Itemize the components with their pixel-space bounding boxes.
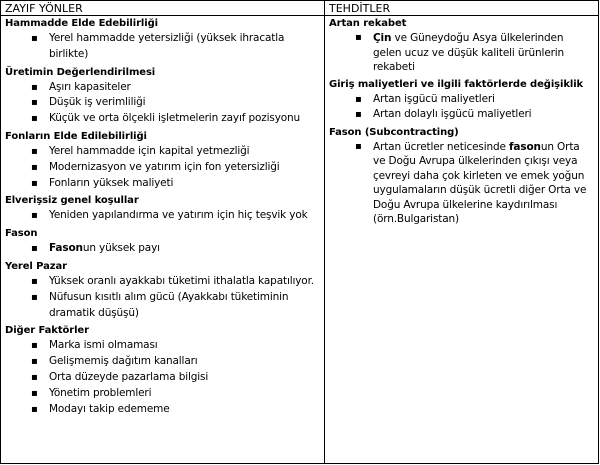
content-row bbox=[1, 16, 599, 464]
weakness-category-funds: Fonların Elde Edilebilirliği bbox=[5, 130, 147, 142]
threat-list-competition bbox=[329, 31, 594, 75]
weakness-list-production bbox=[5, 80, 320, 127]
threat-list-input-costs bbox=[329, 92, 594, 123]
list-item: ▪ Düşük iş verimliliği bbox=[5, 95, 320, 111]
weaknesses-column bbox=[1, 16, 325, 464]
weaknesses-header: ZAYIF YÖNLER bbox=[1, 1, 325, 16]
weakness-category-raw-material: Hammadde Elde Edebilirliği bbox=[5, 18, 158, 29]
list-item: ▪ Yönetim problemleri bbox=[5, 386, 320, 402]
item-text: un yüksek payı bbox=[82, 242, 160, 255]
list-item: ▪ Yerel hammadde için kapital yetmezliği bbox=[5, 144, 320, 160]
list-item: ▪ Modayı takip edememe bbox=[5, 402, 320, 418]
list-item: ▪ Orta düzeyde pazarlama bilgisi bbox=[5, 370, 320, 386]
list-item: ▪ Artan işgücü maliyetleri bbox=[329, 92, 594, 108]
threats-column bbox=[325, 16, 599, 464]
threats-header: TEHDİTLER bbox=[325, 1, 599, 16]
header-row bbox=[1, 1, 599, 16]
threat-list-subcontracting bbox=[329, 140, 594, 227]
list-item: ▪ Artan dolaylı işgücü maliyetleri bbox=[329, 107, 594, 123]
bold-term: Fason bbox=[49, 242, 83, 255]
list-item: ▪ Gelişmemiş dağıtım kanalları bbox=[5, 354, 320, 370]
item-text: un Orta ve Doğu Avrupa ülkelerinden çıkışı veya çevreyi daha çok kirleten ve emek yoğun uygulamaların düşük ücretli diğer Orta ve Doğu Avrupa ülkelerine kaydırılması (örn.Bulgaristan) bbox=[373, 140, 587, 225]
weakness-list-conditions bbox=[5, 208, 320, 224]
list-item: ▪ Küçük ve orta ölçekli işletmelerin zayıf pozisyonu bbox=[5, 111, 320, 127]
weakness-category-local-market: Yerel Pazar bbox=[5, 260, 67, 272]
list-item: ▪ Marka ismi olmaması bbox=[5, 338, 320, 354]
weakness-list-raw-material bbox=[5, 31, 320, 63]
weakness-list-local-market bbox=[5, 274, 320, 321]
weakness-category-conditions: Elverişsiz genel koşullar bbox=[5, 195, 139, 207]
item-text: ve Güneydoğu Asya ülkelerinden gelen ucuz ve düşük kaliteli ürünlerin rekabeti bbox=[373, 32, 565, 73]
weakness-list-fason bbox=[5, 241, 320, 257]
list-item: ▪ Yeniden yapılandırma ve yatırım için hiç teşvik yok bbox=[5, 208, 320, 224]
threat-category-subcontracting: Fason (Subcontracting) bbox=[329, 126, 459, 138]
list-item: ▪ Modernizasyon ve yatırım için fon yetersizliği bbox=[5, 160, 320, 176]
bold-term: fason bbox=[509, 140, 541, 153]
list-item: ▪ Fonların yüksek maliyeti bbox=[5, 176, 320, 192]
weakness-list-funds bbox=[5, 144, 320, 191]
list-item bbox=[5, 241, 320, 257]
weakness-list-other bbox=[5, 338, 320, 417]
list-item: ▪ Nüfusun kısıtlı alım gücü (Ayakkabı tüketiminin dramatik düşüşü) bbox=[5, 290, 320, 322]
threat-category-input-costs: Giriş maliyetleri ve ilgili faktörlerde değişiklik bbox=[329, 78, 584, 90]
weakness-category-production: Üretimin Değerlendirilmesi bbox=[5, 66, 156, 78]
weakness-category-other: Diğer Faktörler bbox=[5, 325, 89, 337]
list-item: ▪ Yerel hammadde yetersizliği (yüksek ihracatla birlikte) bbox=[5, 31, 320, 63]
list-item: ▪ Aşırı kapasiteler bbox=[5, 80, 320, 96]
weakness-category-fason: Fason bbox=[5, 228, 38, 240]
list-item: ▪ Yüksek oranlı ayakkabı tüketimi ithalatla kapatılıyor. bbox=[5, 274, 320, 290]
bold-term: Çin bbox=[373, 32, 392, 44]
list-item bbox=[329, 140, 594, 227]
item-text-prefix: Artan ücretler neticesinde bbox=[373, 140, 510, 153]
list-item bbox=[329, 31, 594, 75]
threat-category-competition: Artan rekabet bbox=[329, 18, 407, 29]
